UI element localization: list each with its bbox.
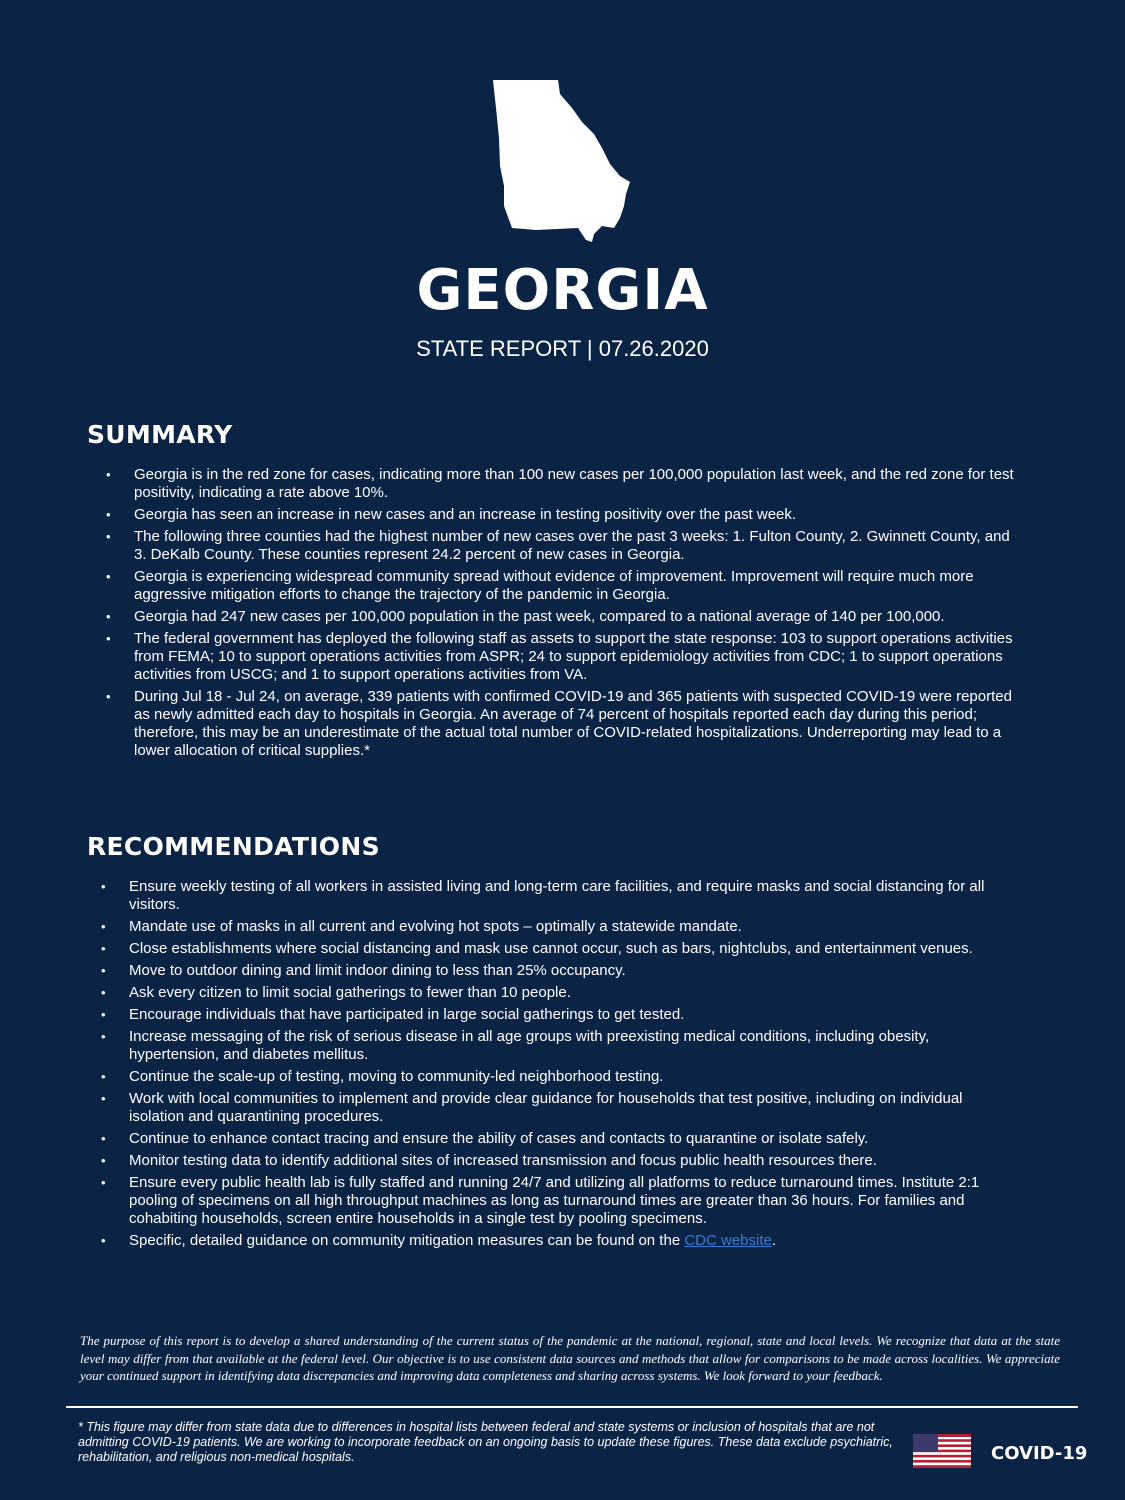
us-flag-icon [913, 1434, 971, 1468]
recommendation-item: • Move to outdoor dining and limit indoor dining to less than 25% occupancy. [129, 962, 1019, 980]
state-title: GEORGIA [416, 258, 709, 323]
recommendation-item: • Ask every citizen to limit social gatherings to fewer than 10 people. [129, 984, 1019, 1002]
summary-item: • The federal government has deployed the following staff as assets to support the state response: 103 to support operations activities from FEMA; 10 to support operations activities from ASPR; 24 to support epidemiology activities from CDC; 1 to support operations activities from USCG; and 1 to support operations activities from VA. [134, 630, 1024, 684]
recommendation-item: • Increase messaging of the risk of serious disease in all age groups with preexisting medical conditions, including obesity, hypertension, and diabetes mellitus. [129, 1028, 1019, 1064]
footer-divider [66, 1406, 1078, 1408]
recommendation-item: • Monitor testing data to identify additional sites of increased transmission and focus public health resources there. [129, 1152, 1019, 1170]
report-subtitle: STATE REPORT | 07.26.2020 [416, 336, 709, 361]
cdc-website-link[interactable]: CDC website [684, 1232, 772, 1249]
recommendation-item-cdc [129, 1232, 1019, 1250]
summary-item: • Georgia is in the red zone for cases, indicating more than 100 new cases per 100,000 population last week, and the red zone for test positivity, indicating a rate above 10%. [134, 466, 1024, 502]
summary-item: • Georgia had 247 new cases per 100,000 population in the past week, compared to a national average of 140 per 100,000. [134, 608, 1024, 626]
hospital-footnote: * This figure may differ from state data due to differences in hospital lists between federal and state systems or inclusion of hospitals that are not admitting COVID-19 patients. We are working to incorporate feedback on an ongoing basis to update these figures. These data exclude psychiatric, rehabilitation, and religious non-medical hospitals. [78, 1420, 893, 1464]
recommendation-text: Specific, detailed guidance on community mitigation measures can be found on the [129, 1232, 685, 1249]
recommendation-item: • Ensure every public health lab is fully staffed and running 24/7 and utilizing all platforms to reduce turnaround times. Institute 2:1 pooling of specimens on all high throughput machines as long as turnaround times are greater than 36 hours. For families and cohabiting households, screen entire households in a single test by pooling specimens. [129, 1174, 1019, 1228]
recommendation-item: • Work with local communities to implement and provide clear guidance for households that test positive, including on individual isolation and quarantining procedures. [129, 1090, 1019, 1126]
recommendation-item: • Close establishments where social distancing and mask use cannot occur, such as bars, nightclubs, and entertainment venues. [129, 940, 1019, 958]
recommendation-text-end: . [771, 1232, 777, 1249]
recommendation-item: • Encourage individuals that have participated in large social gatherings to get tested. [129, 1006, 1019, 1024]
summary-item: • Georgia is experiencing widespread community spread without evidence of improvement. Improvement will require much more aggressive mitigation efforts to change the trajectory of the pandemic in Georgia. [134, 568, 1024, 604]
summary-item: • The following three counties had the highest number of new cases over the past 3 weeks: 1. Fulton County, 2. Gwinnett County, and 3. DeKalb County. These counties represent 24.2 percent of new cases in Georgia. [134, 528, 1024, 564]
summary-item: • During Jul 18 - Jul 24, on average, 339 patients with confirmed COVID-19 and 365 patients with suspected COVID-19 were reported as newly admitted each day to hospitals in Georgia. An average of 74 percent of hospitals reported each day during this period; therefore, this may be an underestimate of the actual total number of COVID-related hospitalizations. Underreporting may lead to a lower allocation of critical supplies.* [134, 688, 1024, 760]
summary-list [134, 466, 1024, 764]
georgia-map-icon [490, 78, 635, 246]
summary-item: • Georgia has seen an increase in new cases and an increase in testing positivity over the past week. [134, 506, 1024, 524]
summary-heading: SUMMARY [87, 420, 233, 449]
report-purpose-note: The purpose of this report is to develop a shared understanding of the current status of the pandemic at the national, regional, state and local levels. We recognize that data at the state level may differ from that available at the federal level. Our objective is to use consistent data sources and methods that allow for comparisons to be made across localities. We appreciate your continued support in identifying data discrepancies and improving data completeness and sharing across systems. We look forward to your feedback. [80, 1333, 1060, 1383]
recommendations-list [129, 878, 1019, 1254]
recommendations-heading: RECOMMENDATIONS [87, 832, 380, 861]
recommendation-item: • Mandate use of masks in all current and evolving hot spots – optimally a statewide mandate. [129, 918, 1019, 936]
covid-badge: COVID-19 [991, 1443, 1088, 1464]
recommendation-item: • Ensure weekly testing of all workers in assisted living and long-term care facilities, and require masks and social distancing for all visitors. [129, 878, 1019, 914]
recommendation-item: • Continue to enhance contact tracing and ensure the ability of cases and contacts to quarantine or isolate safely. [129, 1130, 1019, 1148]
recommendation-item: • Continue the scale-up of testing, moving to community-led neighborhood testing. [129, 1068, 1019, 1086]
